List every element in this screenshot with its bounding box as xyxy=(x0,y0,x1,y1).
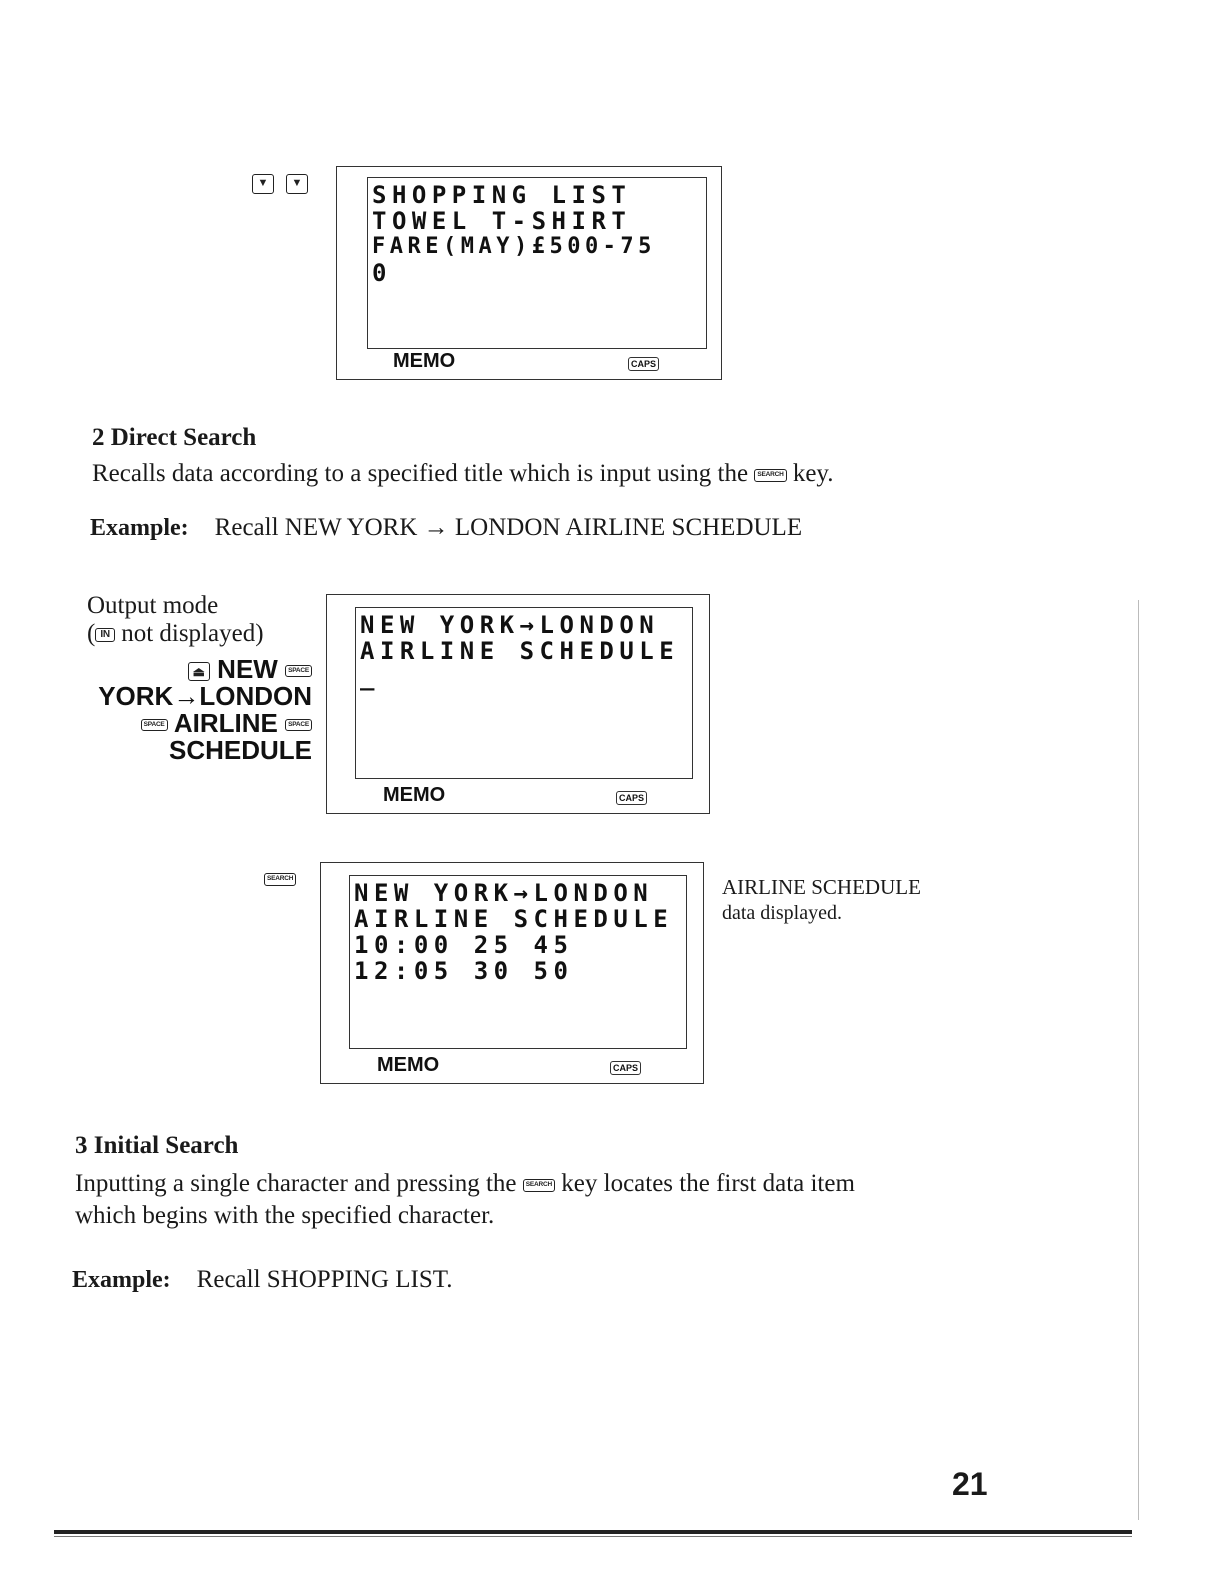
lcd-line: SHOPPING LIST xyxy=(372,181,632,209)
section-heading-direct-search: 2 Direct Search xyxy=(92,424,257,451)
example-label: Example: xyxy=(90,515,189,541)
example-label: Example: xyxy=(72,1267,171,1293)
output-mode-caption xyxy=(87,592,264,648)
body-text: Recalls data according to a specified title which is input using the xyxy=(92,460,749,487)
search-key-wrapper xyxy=(264,870,296,888)
down-arrow-key-icon: ▼ xyxy=(286,174,308,194)
section-body-direct-search xyxy=(92,458,834,490)
body-text: which begins with the specified character. xyxy=(75,1202,495,1229)
search-key-icon: SEARCH xyxy=(754,469,786,482)
schedule-note xyxy=(722,874,921,926)
lcd-mode-label: MEMO xyxy=(383,784,446,806)
caps-indicator-icon: CAPS xyxy=(610,1061,641,1075)
lcd-screen-direct-search xyxy=(326,594,710,814)
lcd-line: NEW YORK→LONDON xyxy=(354,879,654,907)
lcd-line: 12:05 30 50 xyxy=(354,957,574,985)
key-sequence-line xyxy=(80,656,312,683)
lcd-line: 0 xyxy=(372,259,392,287)
example-direct-search xyxy=(90,512,802,544)
page-number: 21 xyxy=(952,1466,988,1502)
search-key-icon: SEARCH xyxy=(523,1179,555,1192)
example-initial-search xyxy=(72,1264,452,1296)
arrow-keys xyxy=(252,174,308,194)
lcd-line: TOWEL T-SHIRT xyxy=(372,207,632,235)
lcd-line: AIRLINE SCHEDULE xyxy=(360,637,680,665)
scan-edge-line xyxy=(1138,600,1139,1520)
lcd-line: AIRLINE SCHEDULE xyxy=(354,905,674,933)
space-key-icon: SPACE xyxy=(141,719,168,732)
footer-rule-thin xyxy=(54,1536,1132,1537)
example-text: Recall SHOPPING LIST. xyxy=(196,1266,453,1293)
sequence-text: AIRLINE xyxy=(173,708,278,738)
body-text: Inputting a single character and pressing the xyxy=(75,1170,517,1197)
body-text: key locates the first data item xyxy=(561,1170,855,1197)
lcd-mode-label: MEMO xyxy=(393,350,456,372)
note-line: data displayed. xyxy=(722,902,842,924)
key-sequence xyxy=(80,656,312,764)
lcd-display xyxy=(367,177,707,349)
caption-line xyxy=(87,620,264,648)
caps-indicator-icon: CAPS xyxy=(616,791,647,805)
sequence-text: YORK→LONDON xyxy=(98,681,312,711)
caps-indicator-icon: CAPS xyxy=(628,357,659,371)
sequence-text: NEW xyxy=(217,654,278,684)
lcd-screen-shopping xyxy=(336,166,722,380)
data-key-icon: ⏏ xyxy=(188,662,210,681)
section-heading-initial-search: 3 Initial Search xyxy=(75,1132,239,1159)
section-body-initial-search xyxy=(75,1168,855,1232)
lcd-line: 10:00 25 45 xyxy=(354,931,574,959)
lcd-mode-label: MEMO xyxy=(377,1054,440,1076)
footer-rule xyxy=(54,1530,1132,1534)
sequence-text: SCHEDULE xyxy=(168,735,312,765)
lcd-cursor: _ xyxy=(360,663,380,691)
lcd-line: FARE(MAY)£500-75 xyxy=(372,234,656,259)
in-key-icon: IN xyxy=(95,628,115,642)
space-key-icon: SPACE xyxy=(285,665,312,678)
note-line: AIRLINE SCHEDULE xyxy=(722,875,921,899)
key-sequence-line xyxy=(80,710,312,737)
search-key-icon: SEARCH xyxy=(264,873,296,886)
space-key-icon: SPACE xyxy=(285,719,312,732)
caption-paren: ( xyxy=(87,620,96,647)
caption-line: Output mode xyxy=(87,592,219,619)
body-text: key. xyxy=(792,460,834,487)
lcd-display xyxy=(349,875,687,1049)
lcd-line: NEW YORK→LONDON xyxy=(360,611,660,639)
body-line xyxy=(75,1168,855,1200)
caption-text: not displayed) xyxy=(121,620,264,647)
down-arrow-key-icon: ▼ xyxy=(252,174,274,194)
lcd-screen-schedule xyxy=(320,862,704,1084)
example-text: Recall NEW YORK → LONDON AIRLINE SCHEDULE xyxy=(214,514,803,541)
lcd-display xyxy=(355,607,693,779)
